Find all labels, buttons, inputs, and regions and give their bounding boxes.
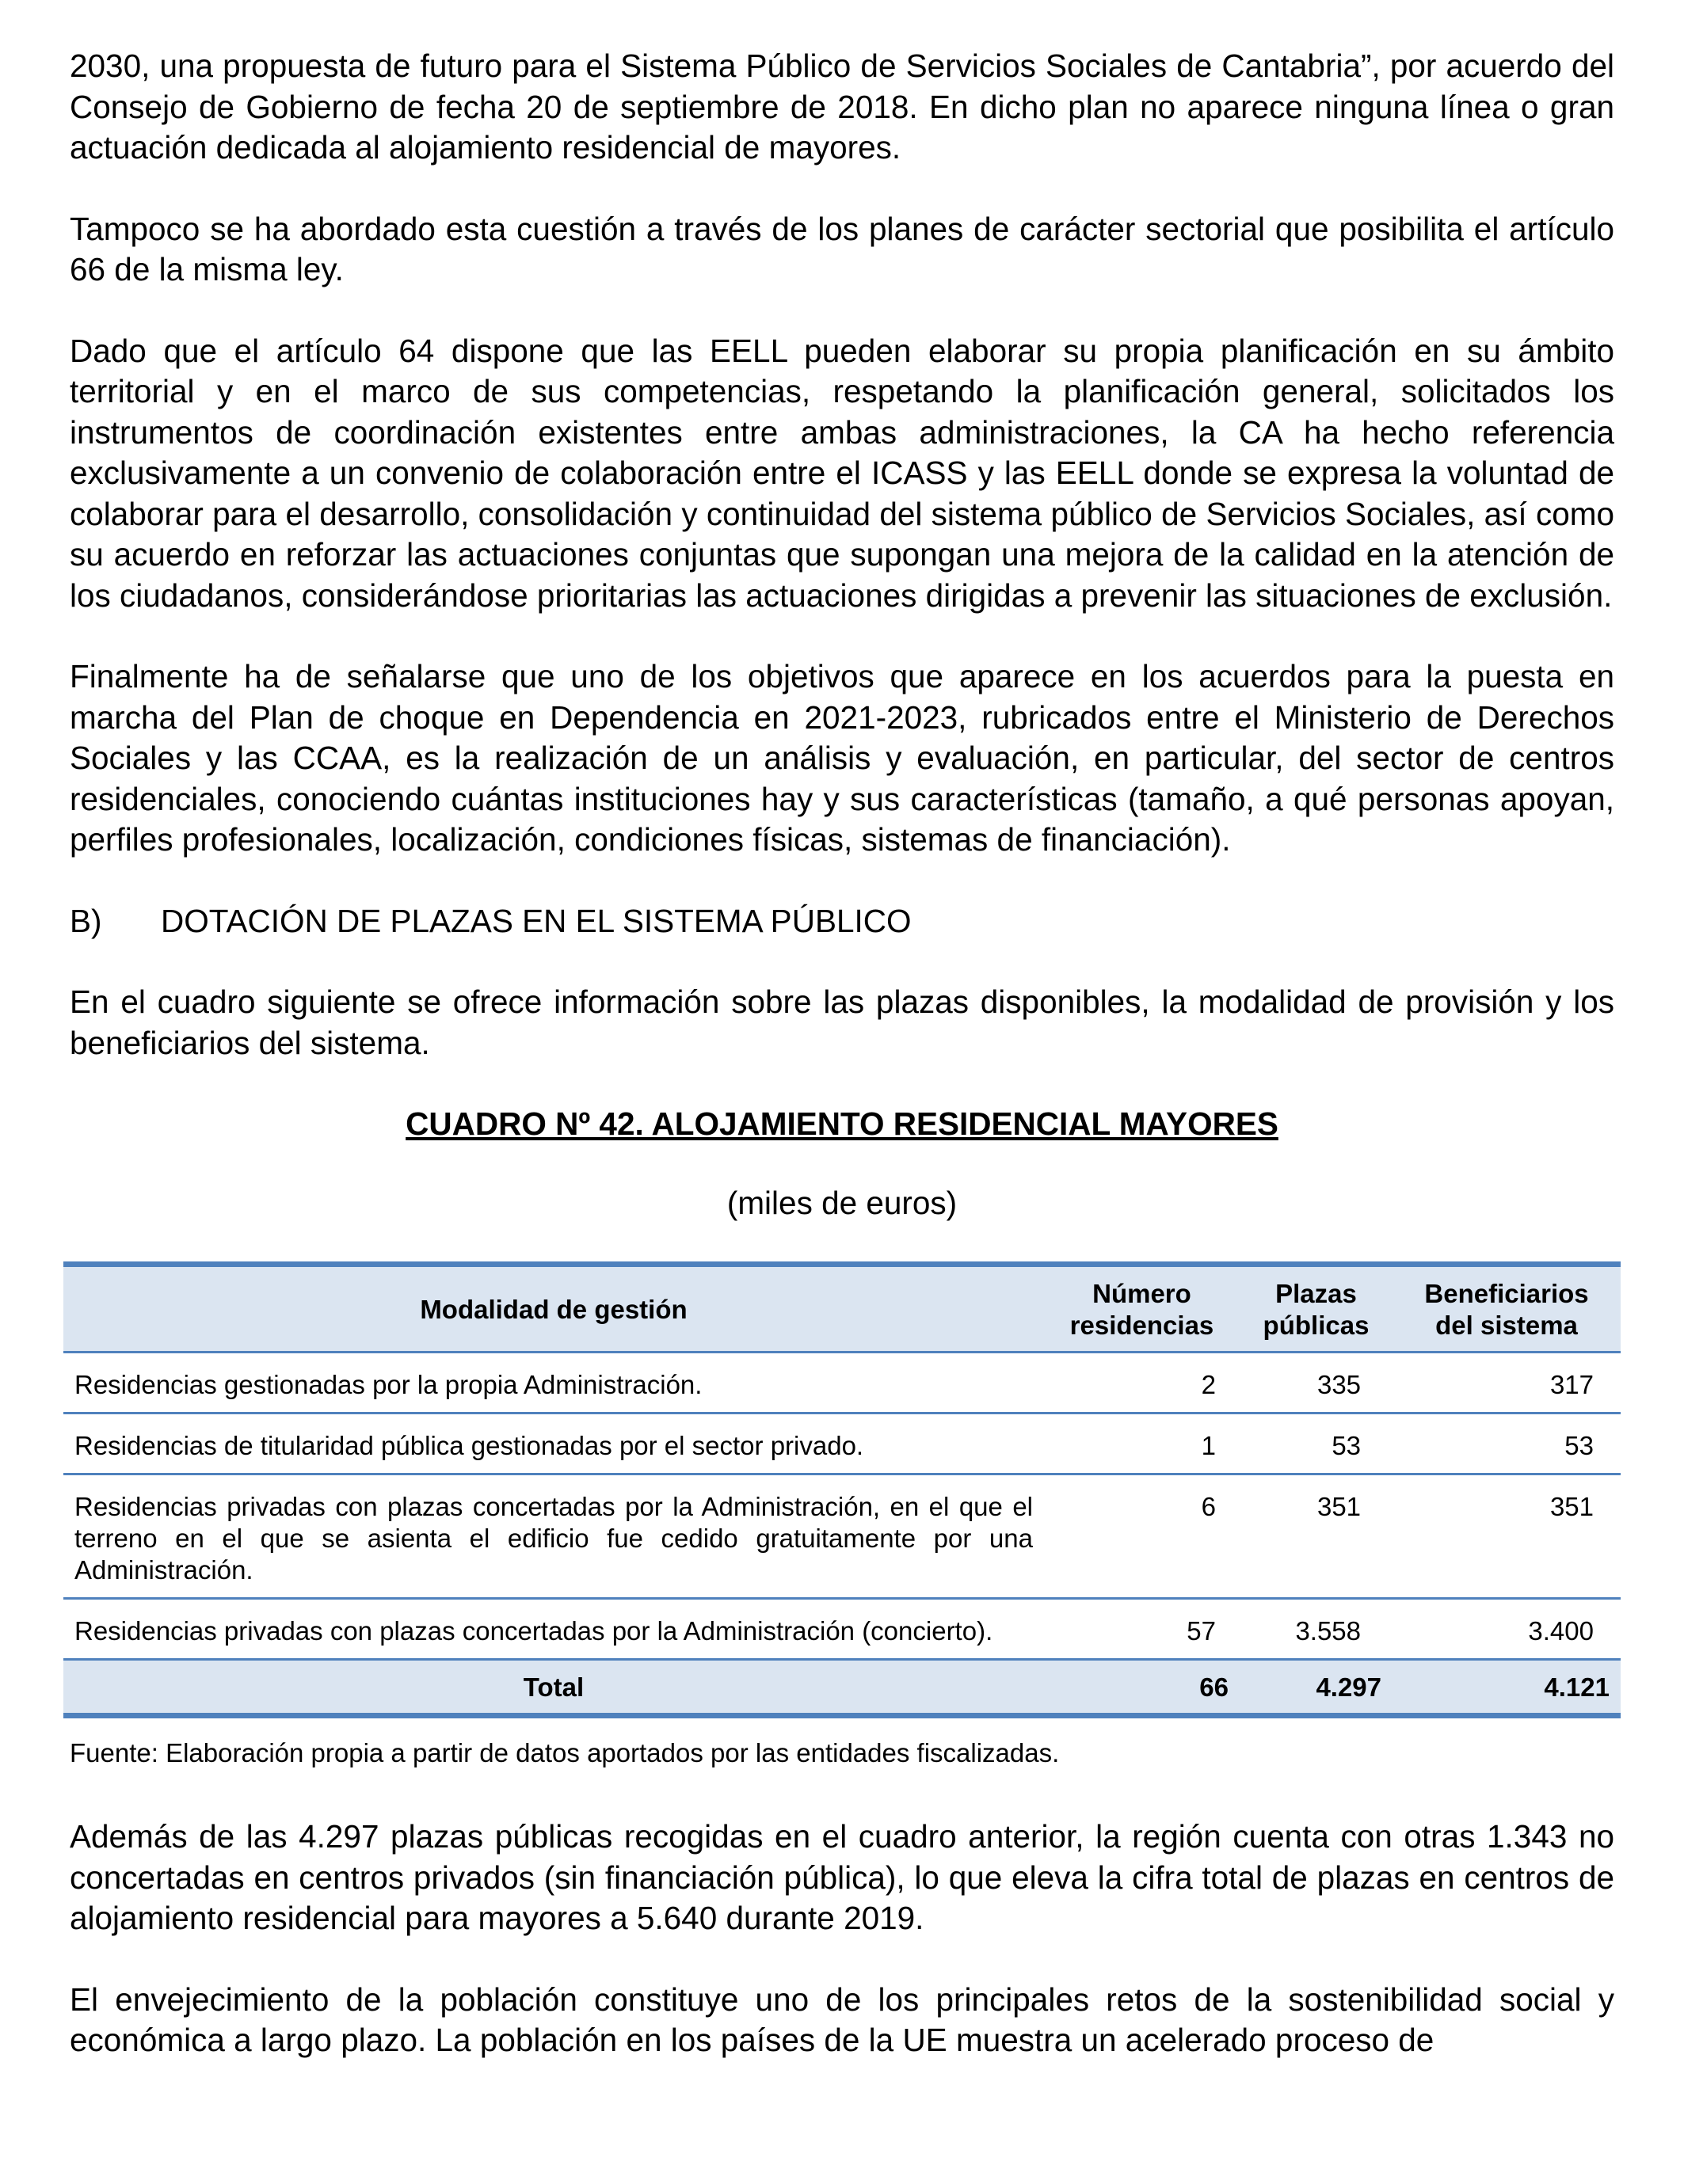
cell-numero: 6 bbox=[1044, 1474, 1240, 1599]
cell-plazas: 351 bbox=[1240, 1474, 1393, 1599]
cell-beneficiarios: 3.400 bbox=[1393, 1599, 1621, 1660]
table-row bbox=[63, 1414, 1621, 1474]
paragraph: Además de las 4.297 plazas públicas recogidas en el cuadro anterior, la región cuenta con otras 1.343 no concertadas en centros privados (sin financiación pública), lo que eleva la cifra total de plazas en centros de alojamiento residencial para mayores a 5.640 durante 2019. bbox=[70, 1818, 1614, 1936]
paragraph: 2030, una propuesta de futuro para el Sistema Público de Servicios Sociales de Cantabria”, por acuerdo del Consejo de Gobierno de fecha 20 de septiembre de 2018. En dicho plan no aparece ninguna línea o gran actuación dedicada al alojamiento residencial de mayores. bbox=[70, 48, 1614, 166]
table-total-row bbox=[63, 1660, 1621, 1716]
cell-plazas: 335 bbox=[1240, 1353, 1393, 1414]
document-page bbox=[70, 46, 1614, 2102]
table-header-row bbox=[63, 1265, 1621, 1353]
total-numero: 66 bbox=[1044, 1660, 1240, 1716]
cell-numero: 2 bbox=[1044, 1353, 1240, 1414]
total-plazas: 4.297 bbox=[1240, 1660, 1393, 1716]
table-row bbox=[63, 1474, 1621, 1599]
cell-beneficiarios: 53 bbox=[1393, 1414, 1621, 1474]
cell-numero: 57 bbox=[1044, 1599, 1240, 1660]
cell-modalidad: Residencias gestionadas por la propia Administración. bbox=[63, 1353, 1044, 1414]
table-intro: En el cuadro siguiente se ofrece información sobre las plazas disponibles, la modalidad de provisión y los beneficiarios del sistema. bbox=[70, 984, 1614, 1061]
section-heading bbox=[70, 901, 1614, 942]
header-modalidad: Modalidad de gestión bbox=[63, 1265, 1044, 1353]
cell-plazas: 3.558 bbox=[1240, 1599, 1393, 1660]
cell-beneficiarios: 317 bbox=[1393, 1353, 1621, 1414]
cell-modalidad: Residencias privadas con plazas concertadas por la Administración, en el que el terreno en el que se asienta el edificio fue cedido gratuitamente por una Administración. bbox=[63, 1474, 1044, 1599]
paragraph: Dado que el artículo 64 dispone que las EELL pueden elaborar su propia planificación en su ámbito territorial y en el marco de sus competencias, respetando la planificación general, solicitados los instrumentos de coordinación existentes entre ambas administraciones, la CA ha hecho referencia exclusivamente a un convenio de colaboración entre el ICASS y las EELL donde se expresa la voluntad de colaborar para el desarrollo, consolidación y continuidad del sistema público de Servicios Sociales, así como su acuerdo en reforzar las actuaciones conjuntas que supongan una mejora de la calidad en la atención de los ciudadanos, considerándose prioritarias las actuaciones dirigidas a prevenir las situaciones de exclusión. bbox=[70, 332, 1614, 614]
paragraph: Finalmente ha de señalarse que uno de los objetivos que aparece en los acuerdos para la puesta en marcha del Plan de choque en Dependencia en 2021-2023, rubricados entre el Ministerio de Derechos Sociales y las CCAA, es la realización de un análisis y evaluación, en particular, del sector de centros residenciales, conociendo cuántas instituciones hay y sus características (tamaño, a qué personas apoyan, perfiles profesionales, localización, condiciones físicas, sistemas de financiación). bbox=[70, 658, 1614, 858]
cell-numero: 1 bbox=[1044, 1414, 1240, 1474]
total-label: Total bbox=[63, 1660, 1044, 1716]
table-row bbox=[63, 1353, 1621, 1414]
cell-plazas: 53 bbox=[1240, 1414, 1393, 1474]
cell-modalidad: Residencias privadas con plazas concertadas por la Administración (concierto). bbox=[63, 1599, 1044, 1660]
table-source: Fuente: Elaboración propia a partir de datos aportados por las entidades fiscalizadas. bbox=[70, 1738, 1060, 1767]
paragraph: El envejecimiento de la población constituye uno de los principales retos de la sostenibilidad social y económica a largo plazo. La población en los países de la UE muestra un acelerado proceso de bbox=[70, 1980, 1614, 2058]
section-letter: B) bbox=[70, 902, 102, 939]
table-subtitle: (miles de euros) bbox=[726, 1184, 958, 1221]
data-table bbox=[63, 1261, 1621, 1718]
header-plazas: Plazas públicas bbox=[1240, 1265, 1393, 1353]
table-title: CUADRO Nº 42. ALOJAMIENTO RESIDENCIAL MAYORES bbox=[406, 1105, 1278, 1142]
section-title: DOTACIÓN DE PLAZAS EN EL SISTEMA PÚBLICO bbox=[161, 902, 912, 939]
cell-modalidad: Residencias de titularidad pública gestionadas por el sector privado. bbox=[63, 1414, 1044, 1474]
paragraph: Tampoco se ha abordado esta cuestión a través de los planes de carácter sectorial que posibilita el artículo 66 de la misma ley. bbox=[70, 210, 1614, 287]
total-beneficiarios: 4.121 bbox=[1393, 1660, 1621, 1716]
cell-beneficiarios: 351 bbox=[1393, 1474, 1621, 1599]
header-numero: Número residencias bbox=[1044, 1265, 1240, 1353]
header-beneficiarios: Beneficiarios del sistema bbox=[1393, 1265, 1621, 1353]
table-row bbox=[63, 1599, 1621, 1660]
